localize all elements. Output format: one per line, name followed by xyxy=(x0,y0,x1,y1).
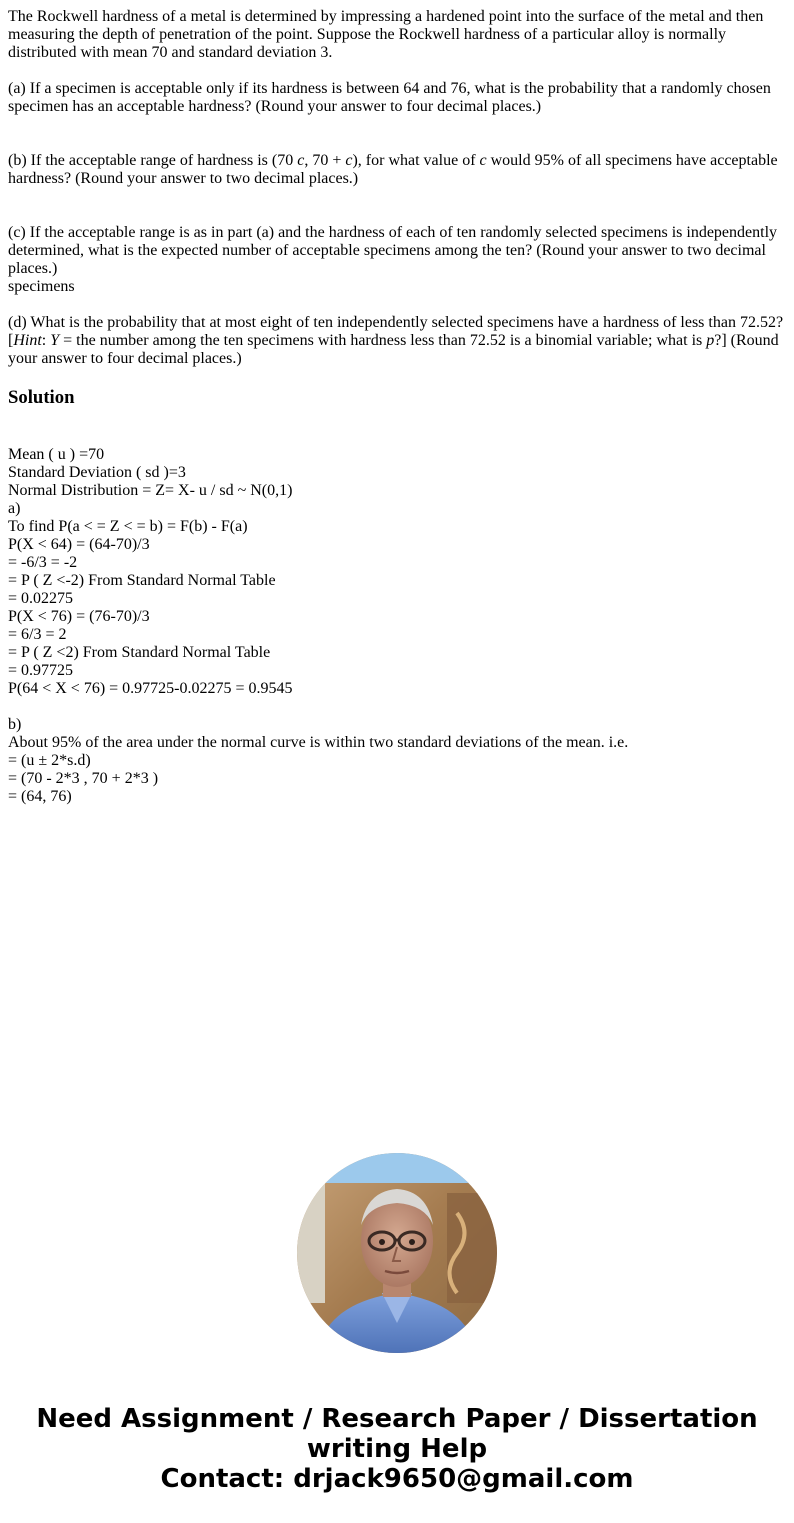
author-avatar xyxy=(297,1153,497,1353)
solution-line: = 0.97725 xyxy=(8,662,74,679)
solution-line: To find P(a < = Z < = b) = F(b) - F(a) xyxy=(8,518,248,535)
promo-banner xyxy=(0,1404,794,1494)
solution-line: P(X < 76) = (76-70)/3 xyxy=(8,608,150,625)
question-part-c-unit: specimens xyxy=(8,278,75,295)
promo-line-2: writing Help xyxy=(306,1434,488,1464)
solution-line: = 6/3 = 2 xyxy=(8,626,67,643)
solution-part-b xyxy=(8,716,786,806)
part-b-text-3: ), for what value of xyxy=(352,152,480,169)
part-b-text-2: , 70 + xyxy=(304,152,346,169)
part-b-var-c-1: c xyxy=(297,152,305,169)
part-b-var-c-2: c xyxy=(345,152,353,169)
promo-line-1: Need Assignment / Research Paper / Dissertation xyxy=(36,1404,758,1434)
part-d-text-1: (d) What is the probability that at most eight of ten independently selected specimens have a hardness of less than 72.52? [ xyxy=(8,314,784,349)
question-part-a: (a) If a specimen is acceptable only if its hardness is between 64 and 76, what is the probability that a randomly chosen specimen has an acceptable hardness? (Round your answer to four decimal places.) xyxy=(8,80,771,115)
solution-part-a xyxy=(8,446,786,698)
question-intro: The Rockwell hardness of a metal is determined by impressing a hardened point into the surface of the metal and then measuring the depth of penetration of the point. Suppose the Rockwell hardness of a particular alloy is normally distributed with mean 70 and standard deviation 3. xyxy=(8,8,764,61)
solution-line: Mean ( u ) =70 xyxy=(8,446,105,463)
question-part-d xyxy=(8,314,786,368)
document-body xyxy=(8,8,786,806)
solution-line: P(64 < X < 76) = 0.97725-0.02275 = 0.9545 xyxy=(8,680,293,697)
solution-line: About 95% of the area under the normal curve is within two standard deviations of the mean. i.e. xyxy=(8,734,629,751)
solution-line: P(X < 64) = (64-70)/3 xyxy=(8,536,150,553)
solution-line: = (u ± 2*s.d) xyxy=(8,752,91,769)
solution-line: a) xyxy=(8,500,21,517)
part-d-hint: Hint xyxy=(13,332,42,349)
solution-line: Standard Deviation ( sd )=3 xyxy=(8,464,186,481)
question-part-b xyxy=(8,152,786,188)
solution-line: = 0.02275 xyxy=(8,590,74,607)
solution-line: = -6/3 = -2 xyxy=(8,554,78,571)
part-b-var-c-3: c xyxy=(479,152,487,169)
solution-line: = P ( Z <2) From Standard Normal Table xyxy=(8,644,271,661)
solution-line: = (70 - 2*3 , 70 + 2*3 ) xyxy=(8,770,159,787)
part-d-text-3: = the number among the ten specimens with hardness less than 72.52 is a binomial variable; what is xyxy=(59,332,707,349)
solution-title: Solution xyxy=(8,387,75,408)
solution-line: Normal Distribution = Z= X- u / sd ~ N(0,1) xyxy=(8,482,293,499)
solution-line: = P ( Z <-2) From Standard Normal Table xyxy=(8,572,276,589)
part-d-text-4: ?] (Round your answer to four decimal places.) xyxy=(8,332,779,367)
solution-line: b) xyxy=(8,716,22,733)
avatar-portrait-icon xyxy=(297,1153,497,1353)
part-b-text-1: (b) If the acceptable range of hardness is (70 xyxy=(8,152,298,169)
question-part-c: (c) If the acceptable range is as in part (a) and the hardness of each of ten randomly selected specimens is independently determined, what is the expected number of acceptable specimens among the ten? (Round your answer to two decimal places.) xyxy=(8,224,778,277)
part-d-text-2: : xyxy=(41,332,51,349)
part-d-var-p: p xyxy=(706,332,715,349)
part-b-text-4: would 95% of all specimens have acceptable hardness? (Round your answer to two decimal places.) xyxy=(8,152,778,187)
solution-line: = (64, 76) xyxy=(8,788,72,805)
promo-contact: Contact: drjack9650@gmail.com xyxy=(160,1464,634,1494)
spacer xyxy=(8,698,786,716)
part-d-var-y: Y xyxy=(50,332,60,349)
